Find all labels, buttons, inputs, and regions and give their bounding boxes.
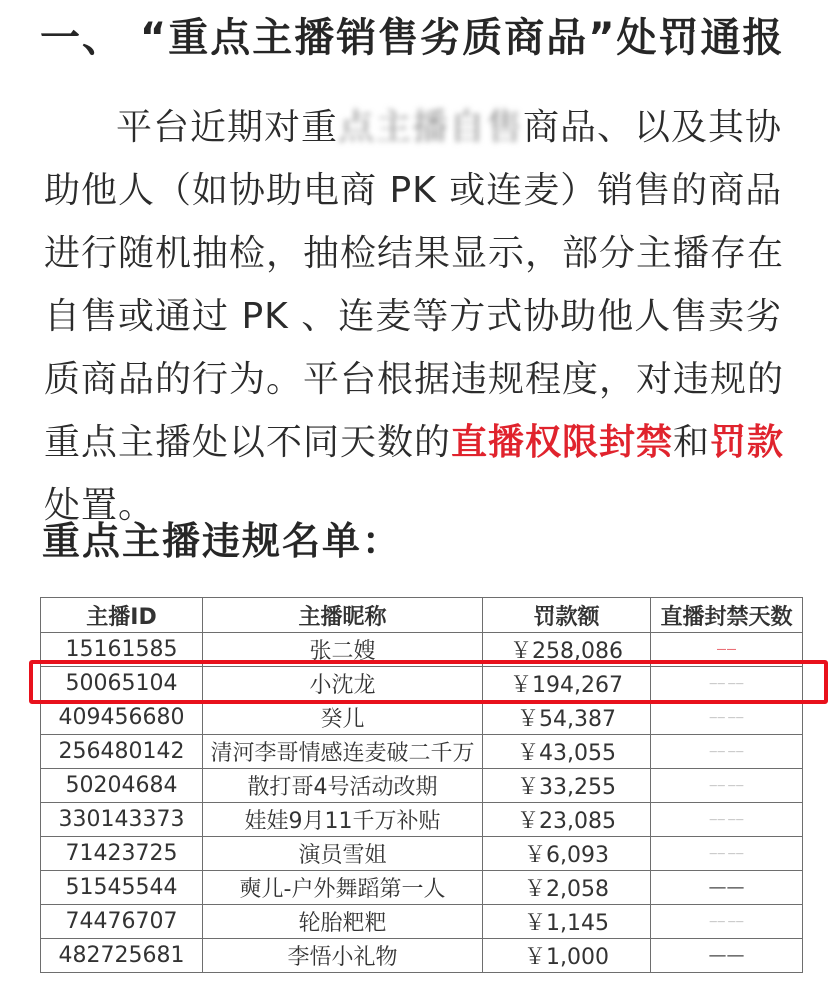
header-ban-days: 直播封禁天数 (651, 598, 803, 633)
header-nickname: 主播昵称 (203, 598, 483, 633)
table-row (41, 871, 803, 905)
cell-ban: —— —— (651, 701, 803, 735)
cell-ban: —— —— (651, 905, 803, 939)
violation-list-title: 重点主播违规名单： (42, 519, 403, 563)
table-row (41, 837, 803, 871)
cell-id: 74476707 (41, 905, 203, 939)
table-row (41, 735, 803, 769)
cell-fine: ￥2,058 (483, 871, 651, 905)
cell-nickname: 散打哥4号活动改期 (203, 769, 483, 803)
paragraph-ending: 处置。 (44, 485, 156, 526)
row-highlight-box (29, 660, 828, 704)
cell-ban: —— (651, 939, 803, 973)
cell-ban: —— —— (651, 667, 803, 701)
cell-ban: —— —— (651, 735, 803, 769)
cell-id: 330143373 (41, 803, 203, 837)
cell-id: 15161585 (41, 633, 203, 667)
cell-id: 256480142 (41, 735, 203, 769)
table-row (41, 701, 803, 735)
table-header-row (41, 598, 803, 633)
cell-nickname: 李悟小礼物 (203, 939, 483, 973)
cell-id: 50204684 (41, 769, 203, 803)
cell-fine: ￥258,086 (483, 633, 651, 667)
header-streamer-id: 主播ID (41, 598, 203, 633)
cell-nickname: 张二嫂 (203, 633, 483, 667)
cell-id: 409456680 (41, 701, 203, 735)
paragraph-text-main: 商品、以及其协助他人（如协助电商 PK 或连麦）销售的商品进行随机抽检，抽检结果显示，部分主播存在自售或通过 PK 、连麦等方式协助他人售卖劣质商品的行为。平台根据违规程度，对违规的重点主播处以不同天数的 (44, 107, 785, 463)
cell-id: 482725681 (41, 939, 203, 973)
cell-ban: —— —— (651, 769, 803, 803)
cell-fine: ￥1,000 (483, 939, 651, 973)
cell-fine: ￥194,267 (483, 667, 651, 701)
cell-fine: ￥54,387 (483, 701, 651, 735)
cell-ban: —— —— (651, 803, 803, 837)
paragraph-connector: 和 (673, 422, 711, 463)
cell-nickname: 清河李哥情感连麦破二千万 (203, 735, 483, 769)
cell-fine: ￥33,255 (483, 769, 651, 803)
paragraph-text-start: 平台近期对重 (116, 107, 339, 148)
table-row (41, 769, 803, 803)
table-row (41, 803, 803, 837)
emphasis-ban: 直播权限封禁 (451, 422, 674, 463)
cell-fine: ￥6,093 (483, 837, 651, 871)
cell-ban: —— (651, 871, 803, 905)
cell-id: 71423725 (41, 837, 203, 871)
section-heading: 一、 “重点主播销售劣质商品”处罚通报 (40, 15, 785, 61)
cell-nickname: 轮胎粑粑 (203, 905, 483, 939)
cell-nickname: 癸儿 (203, 701, 483, 735)
table-row (41, 939, 803, 973)
table-row (41, 905, 803, 939)
blurred-text: 点主播自售 (338, 107, 524, 148)
cell-id: 50065104 (41, 667, 203, 701)
cell-nickname: 小沈龙 (203, 667, 483, 701)
emphasis-fine: 罚款 (710, 422, 785, 463)
cell-ban: —— —— (651, 837, 803, 871)
announcement-paragraph (44, 96, 804, 537)
cell-fine: ￥43,055 (483, 735, 651, 769)
cell-fine: ￥23,085 (483, 803, 651, 837)
violation-table (40, 597, 803, 973)
cell-ban: —— (651, 633, 803, 667)
cell-nickname: 奭儿-户外舞蹈第一人 (203, 871, 483, 905)
header-fine: 罚款额 (483, 598, 651, 633)
cell-id: 51545544 (41, 871, 203, 905)
cell-fine: ￥1,145 (483, 905, 651, 939)
cell-nickname: 演员雪姐 (203, 837, 483, 871)
cell-nickname: 娃娃9月11千万补贴 (203, 803, 483, 837)
